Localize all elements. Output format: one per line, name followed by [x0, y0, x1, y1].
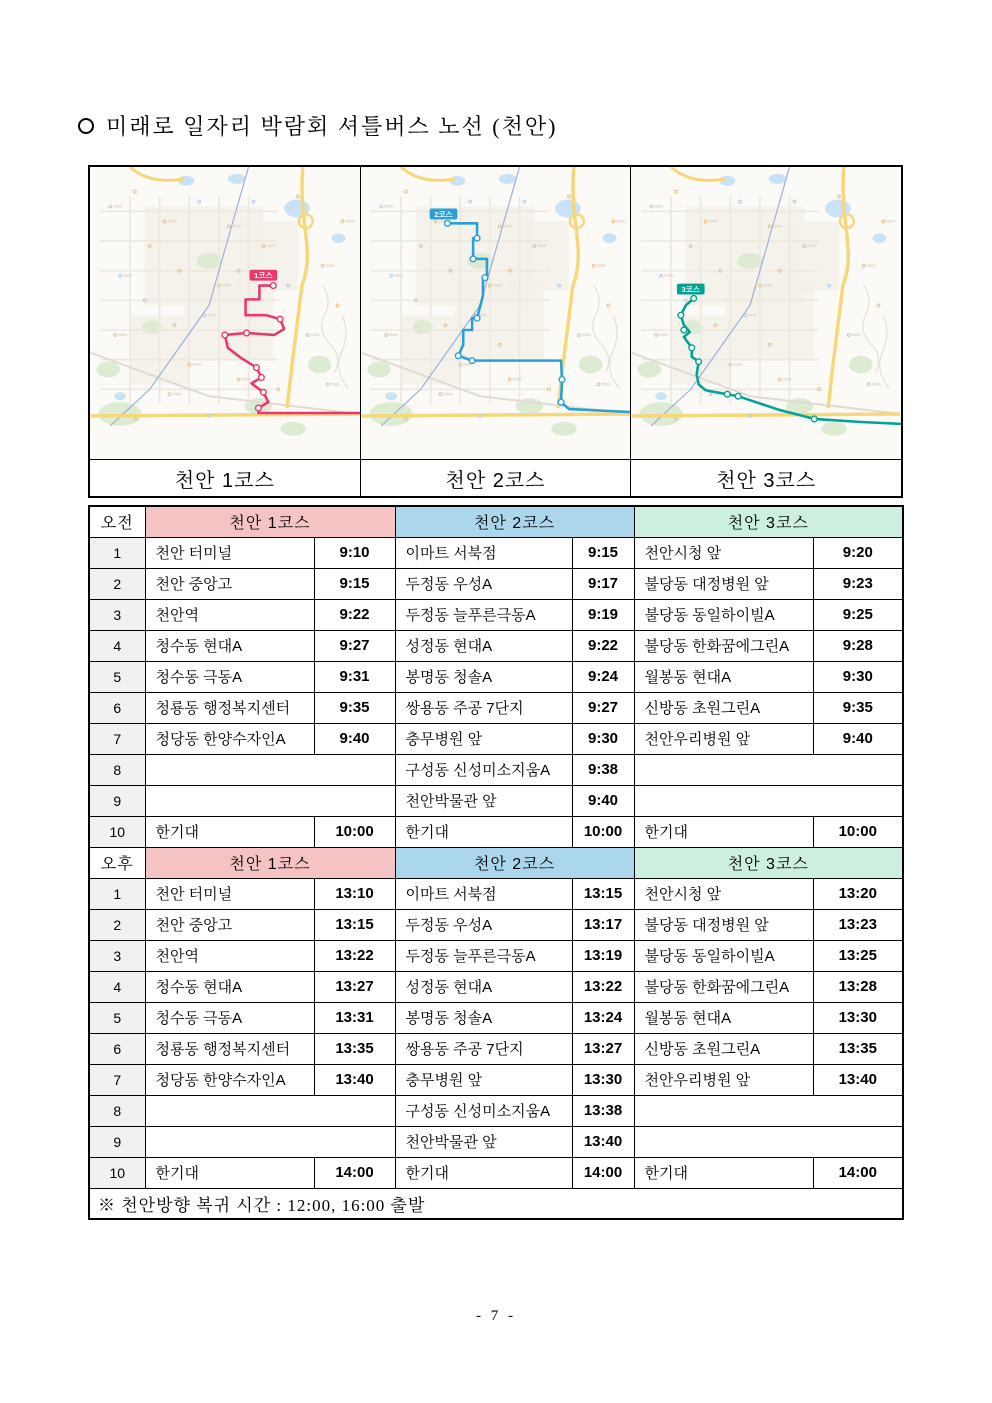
- route-map-3-svg: [631, 167, 901, 459]
- stop-name-cell: 청당동 한양수자인A: [145, 723, 314, 754]
- time-cell: 9:15: [314, 568, 395, 599]
- stop-name-cell: 천안역: [145, 940, 314, 971]
- section-header-row: [89, 847, 903, 878]
- stop-name-cell: 한기대: [634, 816, 813, 847]
- stop-name-cell: 두정동 늘푸른극동A: [395, 599, 572, 630]
- stop-name-cell: 한기대: [395, 1157, 572, 1188]
- stop-name-cell: 천안시청 앞: [634, 537, 813, 568]
- route-map-3: [631, 167, 901, 459]
- stop-name-cell: 불당동 동일하이빌A: [634, 599, 813, 630]
- row-number-cell: 10: [89, 816, 145, 847]
- stop-name-cell: 천안 중앙고: [145, 568, 314, 599]
- stop-name-cell: 불당동 대정병원 앞: [634, 568, 813, 599]
- timetable-row: [89, 1157, 903, 1188]
- time-cell: 10:00: [572, 816, 634, 847]
- stop-name-cell: 천안 터미널: [145, 537, 314, 568]
- route-map-2: [361, 167, 631, 459]
- stop-name-cell: 불당동 한화꿈에그린A: [634, 971, 813, 1002]
- row-number-cell: 8: [89, 1095, 145, 1126]
- time-cell: 13:27: [572, 1033, 634, 1064]
- row-number-cell: 1: [89, 878, 145, 909]
- time-cell: 13:15: [572, 878, 634, 909]
- shuttle-timetable: [88, 505, 904, 1220]
- row-number-cell: 9: [89, 785, 145, 816]
- stop-name-cell: 두정동 우성A: [395, 568, 572, 599]
- time-cell: 9:27: [572, 692, 634, 723]
- timetable-row: [89, 630, 903, 661]
- route-badge: [250, 270, 278, 281]
- stop-name-cell: 청수동 극동A: [145, 661, 314, 692]
- row-number-cell: 6: [89, 1033, 145, 1064]
- stop-name-cell: 봉명동 청솔A: [395, 1002, 572, 1033]
- timetable-row: [89, 878, 903, 909]
- time-cell: 9:19: [572, 599, 634, 630]
- empty-cell: [634, 785, 903, 816]
- time-cell: 9:27: [314, 630, 395, 661]
- timetable-row: [89, 1033, 903, 1064]
- stop-name-cell: 두정동 늘푸른극동A: [395, 940, 572, 971]
- timetable-row: [89, 692, 903, 723]
- stop-name-cell: 청당동 한양수자인A: [145, 1064, 314, 1095]
- stop-name-cell: 청룡동 행정복지센터: [145, 1033, 314, 1064]
- time-cell: 13:24: [572, 1002, 634, 1033]
- course-header-cell: 천안 2코스: [395, 847, 634, 878]
- stop-name-cell: 신방동 초원그린A: [634, 692, 813, 723]
- row-number-cell: 4: [89, 630, 145, 661]
- time-cell: 13:38: [572, 1095, 634, 1126]
- empty-cell: [145, 754, 395, 785]
- timetable-row: [89, 816, 903, 847]
- stop-name-cell: 이마트 서북점: [395, 537, 572, 568]
- time-cell: 10:00: [314, 816, 395, 847]
- stop-name-cell: 천안 터미널: [145, 878, 314, 909]
- time-cell: 13:10: [314, 878, 395, 909]
- time-cell: 13:40: [813, 1064, 903, 1095]
- stop-name-cell: 한기대: [634, 1157, 813, 1188]
- time-cell: 9:28: [813, 630, 903, 661]
- course-header-cell: 천안 3코스: [634, 847, 903, 878]
- stop-name-cell: 천안우리병원 앞: [634, 723, 813, 754]
- empty-cell: [145, 1095, 395, 1126]
- stop-name-cell: 쌍용동 주공 7단지: [395, 1033, 572, 1064]
- row-number-cell: 8: [89, 754, 145, 785]
- timetable-row: [89, 1002, 903, 1033]
- empty-cell: [634, 754, 903, 785]
- route-badge: [429, 208, 457, 219]
- stop-name-cell: 충무병원 앞: [395, 723, 572, 754]
- time-cell: 13:23: [813, 909, 903, 940]
- timetable-row: [89, 661, 903, 692]
- section-header-row: [89, 506, 903, 537]
- time-cell: 13:19: [572, 940, 634, 971]
- time-cell: 9:24: [572, 661, 634, 692]
- map-caption-3: 천안 3코스: [631, 459, 901, 496]
- time-cell: 9:15: [572, 537, 634, 568]
- time-cell: 13:25: [813, 940, 903, 971]
- stop-name-cell: 월봉동 현대A: [634, 661, 813, 692]
- stop-name-cell: 신방동 초원그린A: [634, 1033, 813, 1064]
- row-number-cell: 10: [89, 1157, 145, 1188]
- time-cell: 9:38: [572, 754, 634, 785]
- time-cell: 9:40: [813, 723, 903, 754]
- stop-name-cell: 충무병원 앞: [395, 1064, 572, 1095]
- stop-name-cell: 청수동 현대A: [145, 971, 314, 1002]
- time-cell: 9:40: [314, 723, 395, 754]
- time-cell: 9:10: [314, 537, 395, 568]
- row-number-cell: 1: [89, 537, 145, 568]
- stop-name-cell: 청수동 극동A: [145, 1002, 314, 1033]
- route-map-column-3: [631, 167, 901, 496]
- empty-cell: [634, 1095, 903, 1126]
- row-number-cell: 7: [89, 1064, 145, 1095]
- timetable-row: [89, 723, 903, 754]
- row-number-cell: 6: [89, 692, 145, 723]
- course-header-cell: 천안 3코스: [634, 506, 903, 537]
- empty-cell: [145, 785, 395, 816]
- time-cell: 13:27: [314, 971, 395, 1002]
- stop-name-cell: 두정동 우성A: [395, 909, 572, 940]
- stop-name-cell: 쌍용동 주공 7단지: [395, 692, 572, 723]
- stop-name-cell: 월봉동 현대A: [634, 1002, 813, 1033]
- time-cell: 9:30: [813, 661, 903, 692]
- map-caption-1: 천안 1코스: [90, 459, 360, 496]
- route-map-1: [90, 167, 360, 459]
- stop-name-cell: 천안 중앙고: [145, 909, 314, 940]
- svg-text:3코스: 3코스: [681, 284, 701, 294]
- stop-name-cell: 한기대: [145, 816, 314, 847]
- row-number-cell: 5: [89, 661, 145, 692]
- section-label-cell: 오전: [89, 506, 145, 537]
- empty-cell: [145, 1126, 395, 1157]
- stop-name-cell: 불당동 한화꿈에그린A: [634, 630, 813, 661]
- circle-bullet-icon: [78, 118, 94, 134]
- time-cell: 13:20: [813, 878, 903, 909]
- time-cell: 13:17: [572, 909, 634, 940]
- page-title: 미래로 일자리 박람회 셔틀버스 노선 (천안): [106, 114, 558, 139]
- timetable-row: [89, 1095, 903, 1126]
- stop-name-cell: 성정동 현대A: [395, 630, 572, 661]
- timetable-row: [89, 537, 903, 568]
- course-header-cell: 천안 1코스: [145, 506, 395, 537]
- timetable-row: [89, 568, 903, 599]
- row-number-cell: 3: [89, 940, 145, 971]
- time-cell: 13:35: [813, 1033, 903, 1064]
- timetable-row: [89, 909, 903, 940]
- svg-text:2코스: 2코스: [433, 209, 453, 219]
- time-cell: 13:30: [813, 1002, 903, 1033]
- timetable-row: [89, 1126, 903, 1157]
- time-cell: 13:40: [572, 1126, 634, 1157]
- section-label-cell: 오후: [89, 847, 145, 878]
- time-cell: 13:40: [314, 1064, 395, 1095]
- time-cell: 9:40: [572, 785, 634, 816]
- stop-name-cell: 청룡동 행정복지센터: [145, 692, 314, 723]
- stop-name-cell: 한기대: [395, 816, 572, 847]
- row-number-cell: 2: [89, 909, 145, 940]
- time-cell: 9:35: [314, 692, 395, 723]
- row-number-cell: 2: [89, 568, 145, 599]
- time-cell: 9:22: [572, 630, 634, 661]
- stop-name-cell: 구성동 신성미소지움A: [395, 1095, 572, 1126]
- time-cell: 13:22: [572, 971, 634, 1002]
- route-map-column-1: [90, 167, 361, 496]
- time-cell: 9:20: [813, 537, 903, 568]
- timetable-row: [89, 785, 903, 816]
- return-time-note: ※ 천안방향 복귀 시간 : 12:00, 16:00 출발: [89, 1188, 903, 1219]
- stop-name-cell: 불당동 대정병원 앞: [634, 909, 813, 940]
- time-cell: 13:15: [314, 909, 395, 940]
- time-cell: 14:00: [813, 1157, 903, 1188]
- row-number-cell: 3: [89, 599, 145, 630]
- time-cell: 10:00: [813, 816, 903, 847]
- route-map-1-svg: [90, 167, 360, 459]
- note-row: [89, 1188, 903, 1219]
- time-cell: 9:35: [813, 692, 903, 723]
- route-badge: [677, 284, 705, 295]
- stop-name-cell: 성정동 현대A: [395, 971, 572, 1002]
- stop-name-cell: 구성동 신성미소지움A: [395, 754, 572, 785]
- timetable-row: [89, 754, 903, 785]
- stop-name-cell: 천안우리병원 앞: [634, 1064, 813, 1095]
- time-cell: 9:30: [572, 723, 634, 754]
- stop-name-cell: 불당동 동일하이빌A: [634, 940, 813, 971]
- time-cell: 13:30: [572, 1064, 634, 1095]
- time-cell: 14:00: [314, 1157, 395, 1188]
- route-map-column-2: [361, 167, 632, 496]
- empty-cell: [634, 1126, 903, 1157]
- time-cell: 9:23: [813, 568, 903, 599]
- row-number-cell: 4: [89, 971, 145, 1002]
- time-cell: 14:00: [572, 1157, 634, 1188]
- stop-name-cell: 이마트 서북점: [395, 878, 572, 909]
- course-header-cell: 천안 2코스: [395, 506, 634, 537]
- timetable-row: [89, 940, 903, 971]
- time-cell: 13:31: [314, 1002, 395, 1033]
- row-number-cell: 7: [89, 723, 145, 754]
- map-caption-2: 천안 2코스: [361, 459, 631, 496]
- stop-name-cell: 천안역: [145, 599, 314, 630]
- time-cell: 9:25: [813, 599, 903, 630]
- stop-name-cell: 봉명동 청솔A: [395, 661, 572, 692]
- timetable-row: [89, 1064, 903, 1095]
- time-cell: 13:28: [813, 971, 903, 1002]
- time-cell: 9:22: [314, 599, 395, 630]
- time-cell: 13:22: [314, 940, 395, 971]
- page-title-row: [78, 110, 557, 141]
- stop-name-cell: 천안박물관 앞: [395, 1126, 572, 1157]
- stop-name-cell: 한기대: [145, 1157, 314, 1188]
- time-cell: 9:31: [314, 661, 395, 692]
- timetable-row: [89, 971, 903, 1002]
- svg-text:1코스: 1코스: [254, 271, 273, 281]
- row-number-cell: 5: [89, 1002, 145, 1033]
- time-cell: 9:17: [572, 568, 634, 599]
- timetable-row: [89, 599, 903, 630]
- course-header-cell: 천안 1코스: [145, 847, 395, 878]
- stop-name-cell: 천안박물관 앞: [395, 785, 572, 816]
- page-number: - 7 -: [476, 1308, 516, 1324]
- time-cell: 13:35: [314, 1033, 395, 1064]
- row-number-cell: 9: [89, 1126, 145, 1157]
- stop-name-cell: 천안시청 앞: [634, 878, 813, 909]
- route-maps-block: [88, 165, 903, 498]
- stop-name-cell: 청수동 현대A: [145, 630, 314, 661]
- route-map-2-svg: [361, 167, 631, 459]
